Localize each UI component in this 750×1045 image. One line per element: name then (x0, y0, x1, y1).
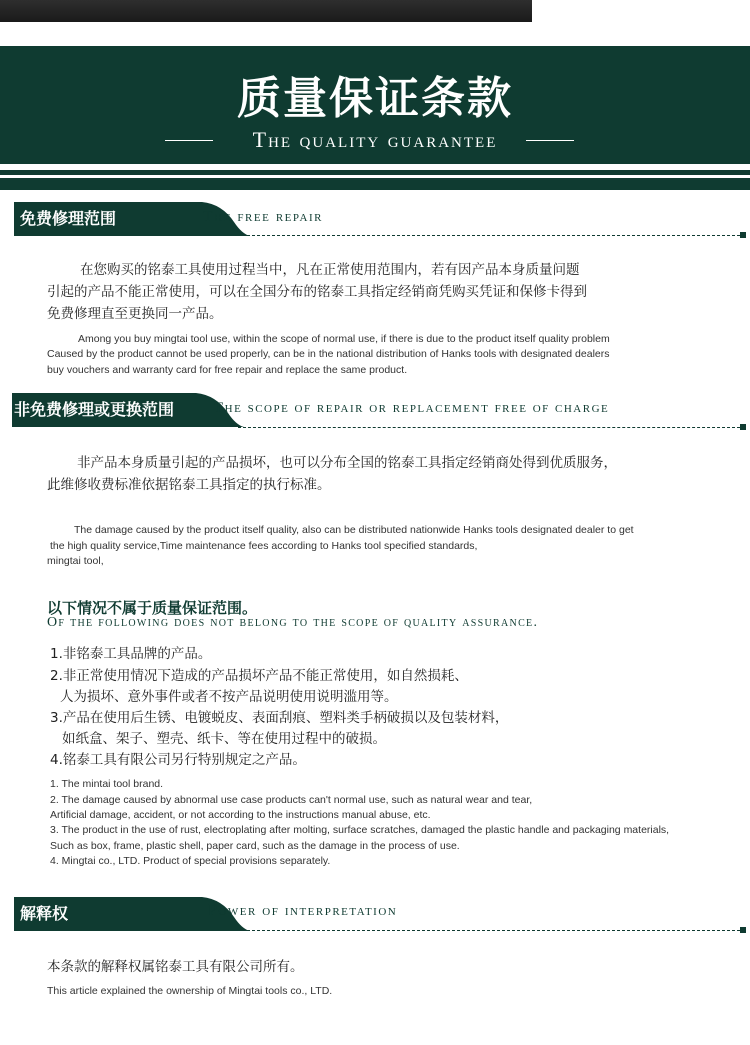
section-title-zh: 免费修理范围 (20, 209, 117, 228)
list-item-en: 1. The mintai tool brand. (50, 778, 164, 790)
section-title-en: The free repair (203, 208, 323, 225)
paragraph-en: Among you buy mingtai tool use, within the scope of normal use, if there is due to the product itself quality problem (78, 333, 610, 345)
list-item-zh: 人为损坏、意外事件或者不按产品说明使用说明滥用等。 (60, 689, 398, 705)
list-item-zh: 4.铭泰工具有限公司另行特别规定之产品。 (50, 752, 306, 768)
section-title-en: Power of interpretation (208, 902, 398, 919)
list-item-zh: 2.非正常使用情况下造成的产品损坏产品不能正常使用，如自然损耗、 (50, 668, 468, 684)
list-item-en: 4. Mingtai co., LTD. Product of special provisions separately. (50, 855, 331, 867)
section-tab-interpretation (14, 897, 190, 931)
paragraph-en: Caused by the product cannot be used properly, can be in the national distribution of Hanks tools with designated dealers (47, 348, 610, 360)
page-title: 质量保证条款 (237, 73, 513, 124)
paragraph-en: buy vouchers and warranty card for free repair and replace the same product. (47, 364, 408, 376)
rule-end-mark (740, 927, 746, 933)
paragraph-zh: 此维修收费标准依据铭泰工具指定的执行标准。 (47, 477, 331, 493)
rule-end-mark (740, 232, 746, 238)
paragraph-en: This article explained the ownership of Mingtai tools co., LTD. (47, 985, 333, 997)
list-item-en: Artificial damage, accident, or not according to the instructions manual abuse, etc. (50, 809, 431, 821)
list-item-en: 2. The damage caused by abnormal use case products can't normal use, such as natural wear and tear, (50, 794, 533, 806)
section-dashed-rule (238, 427, 740, 428)
paragraph-zh: 在您购买的铭泰工具使用过程当中，凡在正常使用范围内，若有因产品本身质量问题 (80, 262, 580, 278)
section-tab-non-free (12, 393, 188, 427)
divider-stripe (0, 178, 750, 190)
list-item-zh: 3.产品在使用后生锈、电镀蜕皮、表面刮痕、塑料类手柄破损以及包装材料， (50, 710, 509, 726)
list-item-en: 3. The product in the use of rust, electroplating after molting, surface scratches, damaged the plastic handle and packaging materials, (50, 824, 670, 836)
paragraph-zh: 非产品本身质量引起的产品损坏，也可以分布全国的铭泰工具指定经销商处得到优质服务， (77, 455, 617, 471)
exclusions-heading-en: Of the following does not belong to the scope of quality assurance. (47, 615, 539, 630)
paragraph-zh: 免费修理直至更换同一产品。 (47, 306, 223, 322)
section-title-zh: 解释权 (20, 904, 69, 923)
rule-end-mark (740, 424, 746, 430)
paragraph-en: The damage caused by the product itself quality, also can be distributed nationwide Hanks tools designated dealer to get (74, 524, 634, 536)
section-title-zh: 非免费修理或更换范围 (14, 400, 175, 419)
paragraph-en: mingtai tool, (47, 555, 104, 567)
section-tab-free-repair (14, 202, 190, 236)
page-subtitle: The quality guarantee (252, 127, 498, 152)
section-title-en: The scope of repair or replacement free of charge (214, 400, 610, 416)
section-dashed-rule (242, 235, 740, 236)
list-item-zh: 1.非铭泰工具品牌的产品。 (50, 646, 212, 662)
divider-stripe (0, 170, 750, 175)
list-item-zh: 如纸盒、架子、塑壳、纸卡、等在使用过程中的破损。 (62, 731, 386, 747)
paragraph-zh: 本条款的解释权属铭泰工具有限公司所有。 (47, 959, 304, 975)
paragraph-en: the high quality service,Time maintenance fees according to Hanks tool specified standards, (50, 540, 478, 552)
section-dashed-rule (242, 930, 740, 931)
exclusions-heading-zh: 以下情况不属于质量保证范围。 (47, 599, 258, 617)
paragraph-zh: 引起的产品不能正常使用，可以在全国分布的铭泰工具指定经销商凭购买凭证和保修卡得到 (47, 284, 587, 300)
list-item-en: Such as box, frame, plastic shell, paper card, such as the damage in the process of use. (50, 840, 460, 852)
top-dark-bar (0, 0, 532, 22)
